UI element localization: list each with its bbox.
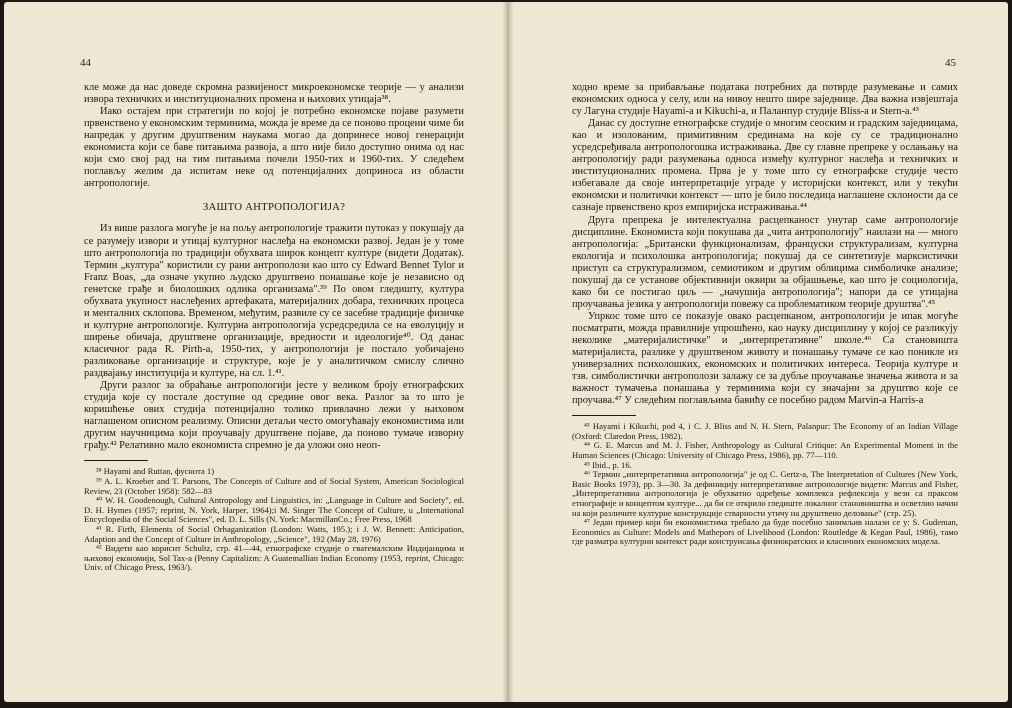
footnote: ⁴⁵ Ibid., p. 16. xyxy=(584,459,632,470)
book-gutter xyxy=(502,2,514,702)
footnote: ³⁸ Hayami and Ruttan, фуснота 1) xyxy=(96,466,215,477)
paragraph: Иако остајем при стратегији по којој је потребно економске појаве разумети првенствено у економским терминима, можда је време да се поново процени чиме би напредак у другим друштвеним наукама могао да допринесе новој генерацији економиста који се баве питањима развоја, а што није било доступно онима од нас који смо свој рад на тим питањима почели 1950-тих и 1960-тих. У следећем поглављу желим да испитам неке од потенцијалних доприноса из области антропологије. xyxy=(84,106,464,190)
footnotes xyxy=(84,467,464,573)
page-number: 45 xyxy=(945,57,956,69)
footnotes xyxy=(572,422,958,547)
paragraph: Упркос томе што се показује овако расцепканом, антропологији је ипак могуће посматрати, можда правилније упрошћено, као науку дисциплину у којој се разликују неколике „материјалистичке" и „интерпретативне" школе.⁴⁶ Са становишта материјалиста, разлике у друштвеном животу и понашању тумаче се као поникле из универзалних психолошких, економских и политичких интереса. Теорија културе и тзв. симболистички антрополози залажу се за дубље проучавање значења живота и за важност тумачења понашања у терминима који су значајни за друштво које се проучава.⁴⁷ У следећим поглављима бавићу се посебно радом Marvin-a Harris-a xyxy=(572,310,958,407)
footnote: ⁴⁴ G. E. Marcus and M. J. Fisher, Anthropology as Cultural Critique: An Experimental Moment in the Human Sciences (Chicago: University of Chicago Press, 1986), pp. 77—110. xyxy=(572,440,958,461)
footnote: ⁴⁷ Један пример који би економистима требало да буде посебно занимљив налази се у: S. Gudeman, Economics as Culture: Models and Mathepors of Livelihood (London: Routledge & Kegan Paul, 1986), тамо где разматра културни контекст ради конструисања физиократских и класичних економских модела. xyxy=(572,517,958,547)
paragraph: Други разлог за обраћање антропологији јесте у великом броју етнографских студија које су постале доступне од средине овог века. Разлог за то што је коришћење ових студија потенцијално толико привлачно лежи у њиховом наглашеном описном реализму. Описни детаљи често омогућавају економистима или другим научницима који проучавају друштвене појаве, да поново тумаче изворну грађу.⁴² Релативно мало економиста спремно је да уложи оно неоп- xyxy=(84,380,464,452)
footnote-rule xyxy=(572,415,636,416)
left-page xyxy=(4,2,502,702)
left-page-body xyxy=(84,82,464,573)
footnote: ⁴¹ R. Firth, Elements of Social Orhaganization (London: Watts, 195.); і J. W. Bennett: Anticipation, Adaption and the Concept of Culture in Anthropology, „Science", 192 (May 28, 1976) xyxy=(84,523,464,544)
footnote-rule xyxy=(84,460,148,461)
book-spread xyxy=(4,2,1008,702)
footnote: ⁴² Видети као кориснт Schultz, стр. 41—44, етнографске студије о гватемалским Индијанцима и њиховој економији, Sol Tax-a (Penny Capitalizm: A Guatemallian Indian Economy (1953, reprint, Chicago: Univ. of Chicago Press, 1963/). xyxy=(84,543,464,573)
paragraph: ходно време за прибављање података потребних да потврде разумевање и самих економских односа у селу, или на нивоу нешто шире заједнице. Два важна извјештаја су Лагуна студије Hayami-a и Kikuchi-a, и Паланпур студије Bliss-a и Stern-a.⁴³ xyxy=(572,82,958,118)
paragraph: Данас су доступне етнографске студије о многим сеоским и градским заједницама, као и изолованим, примитивним срединама на које су се традиционално усредсређивала антропологошка истраживања. Две су главне препреке у ослањању на антропологију ради разумевања односа између културног наслеђа и техничких и институционалних промена. Прва је у томе што су етнографске студије често избегавале да своје интерпретације уграде у историјски контекст, или у текући економски и политички контекст — што је било последица наглашене склоности да се сазнаје првенствено кроз емпиријска истраживања.⁴⁴ xyxy=(572,118,958,214)
paragraph: кле може да нас доведе скромна развијеност микроекономске теорије — у анализи извора техничких и институционалних промена и њихових утицаја³⁸. xyxy=(84,82,464,106)
footnote: ³⁹ A. L. Kroeber and T. Parsons, The Concepts of Culture and of Social System, American Sociological Review, 23 (October 1958): 582—83 xyxy=(84,475,464,496)
footnote: ⁴⁶ Термин „интерпретативна антропологија" је од C. Gertz-a, The Interpretation of Cultures (New York, Basic Books 1973), pp. 3—30. За дефиницију интерпретативне антропологије видети: Marcus and Fisher, „Интерпретативна антропологија је обухватно одређење комплекса рефлексија у вези са праксом етнографије и концептом културе... да би се открило гледиште локалног становништва и осветлио начин на који различите културне конструкције стварности утичу на друштвено деловање" (стр. 25). xyxy=(572,469,958,518)
right-page-body xyxy=(572,82,958,547)
paragraph: Друга препрека је интелектуална расцепканост унутар саме антропологије дисциплине. Економиста који покушава да „чита антропологију" наилази на — много антропологија: „Британски функционализам, француски структурализам, културна екологија и психолошка антропологија; покушај да се синтетизује марксистички приступ са структурализмом, семиотиком и другим облицима симболичке анализе; покушај да се установе објективнији оквири за објашњење, као што је социологија, како би се постигао циљ — „начушија антропологија"; напори да се утицајна проучавања језика у антропологији повежу са проблематиком теорије друштва".⁴⁵ xyxy=(572,214,958,310)
paragraph: Из више разлога могуће је на пољу антропологије тражити путоказ у покушају да се разумеју извори и утицај културног наслеђа на економски развој. Један је у томе што антропологија по традицији обухвата широк концепт културе (видети Додатак). Термин „култура" користили су рани антрополози као што су Edward Bennet Tylor и Franz Boas, „да означе укупно људско друштвено понашање које је независно од генетске грађе и биолошких одлика организама".³⁹ По овом гледишту, култура обухвата укупност наслеђених артефаката, материјалних добара, техничких процеса и менталних склопова. Временом, међутим, развиле су се засебне традиције физичке и културне антропологије. Културна антропологија усредсредила се на еволуцију и ширење обичаја, друштвене организације, вредности и идеологије⁴⁰. Од данас класичног рада R. Pirth-a, 1950-тих, у антропологији је постало уобичајено разликовање организације и структуре, које је у аналитичком смислу слично раздвајању институција и културе, на сл. 1.⁴¹. xyxy=(84,223,464,380)
right-page xyxy=(514,2,1008,702)
page-number: 44 xyxy=(80,57,91,69)
section-heading: ЗАШТО АНТРОПОЛОГИЈА? xyxy=(202,201,346,214)
footnote: ⁴³ Hayami i Kikuchi, pod 4, i C. J. Bliss and N. H. Stern, Palanpur: The Economy of an Indian Village (Oxford: Claredon Press, 1982). xyxy=(572,421,958,441)
footnote: ⁴⁰ W. H. Goodenough, Cultural Antropology and Linguistics, in: „Language in Culture and Society", ed. D. H. Hymes (1957; reprint, N. York, Harper, 1964);і M. Singer The Concept of Culture, u „International Encyclopedia of the Social Sciences", ed. D. L. Sills (N. York: MacmillanCo.; Free Press, 1968 xyxy=(84,495,464,525)
